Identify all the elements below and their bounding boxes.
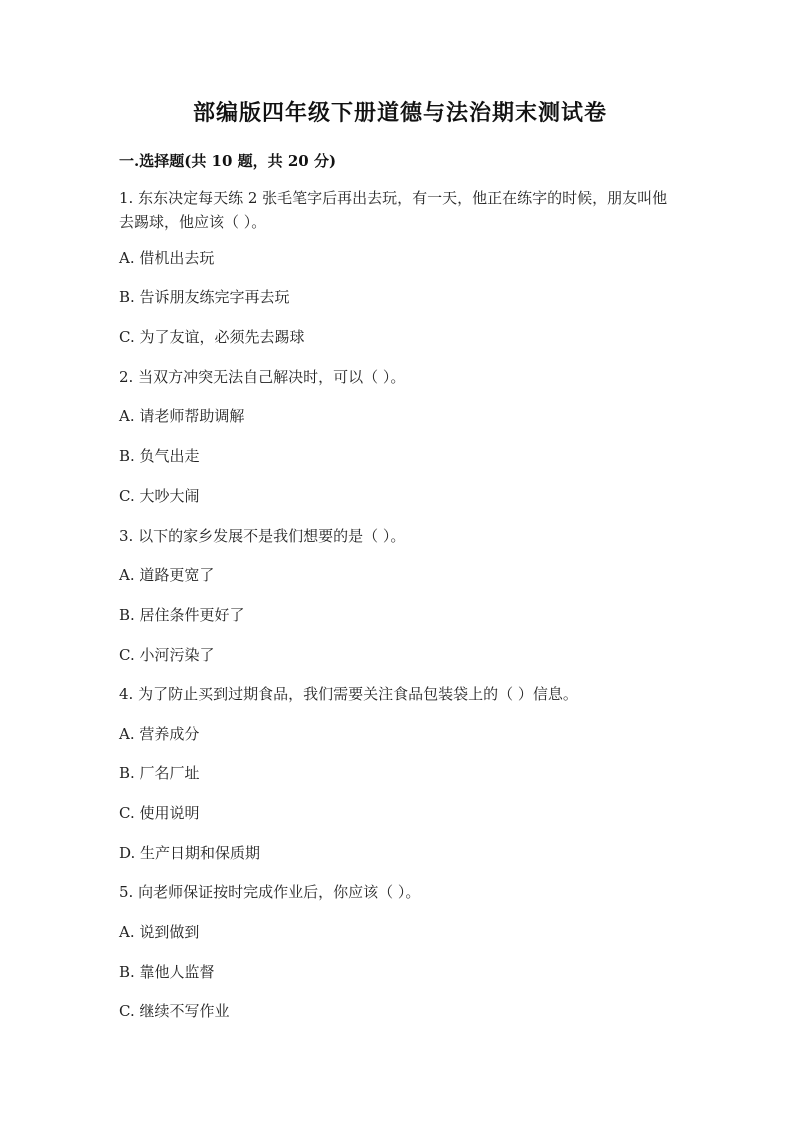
question-2-option-a: A. 请老师帮助调解 [119,407,245,425]
question-4-option-b: B. 厂名厂址 [119,764,200,782]
question-2-option-b: B. 负气出走 [119,447,200,465]
question-4-option-a: A. 营养成分 [119,725,200,743]
question-5-option-c: C. 继续不写作业 [119,1002,230,1020]
question-1-stem: 1. 东东决定每天练 2 张毛笔字后再出去玩，有一天，他正在练字的时候，朋友叫他去踢球，他应该（ ）。 [119,189,668,231]
question-2-stem: 2. 当双方冲突无法自己解决时，可以（ ）。 [119,368,406,386]
question-1-option-a: A. 借机出去玩 [119,249,215,267]
question-3-option-c: C. 小河污染了 [119,646,215,664]
question-3-stem: 3. 以下的家乡发展不是我们想要的是（ ）。 [119,527,406,545]
question-2-option-c: C. 大吵大闹 [119,487,200,505]
question-5-option-a: A. 说到做到 [119,923,200,941]
question-1-option-b: B. 告诉朋友练完字再去玩 [119,288,290,306]
question-3-option-a: A. 道路更宽了 [119,566,215,584]
question-3-option-b: B. 居住条件更好了 [119,606,245,624]
question-4-stem: 4. 为了防止买到过期食品，我们需要关注食品包装袋上的（ ）信息。 [119,685,578,703]
section-heading: 一.选择题(共 10 题，共 20 分) [119,152,337,170]
question-4-option-c: C. 使用说明 [119,804,200,822]
question-5-option-b: B. 靠他人监督 [119,963,215,981]
question-1-option-c: C. 为了友谊，必须先去踢球 [119,328,305,346]
page-title: 部编版四年级下册道德与法治期末测试卷 [192,100,607,126]
question-5-stem: 5. 向老师保证按时完成作业后，你应该（ ）。 [119,883,421,901]
question-4-option-d: D. 生产日期和保质期 [119,844,261,862]
